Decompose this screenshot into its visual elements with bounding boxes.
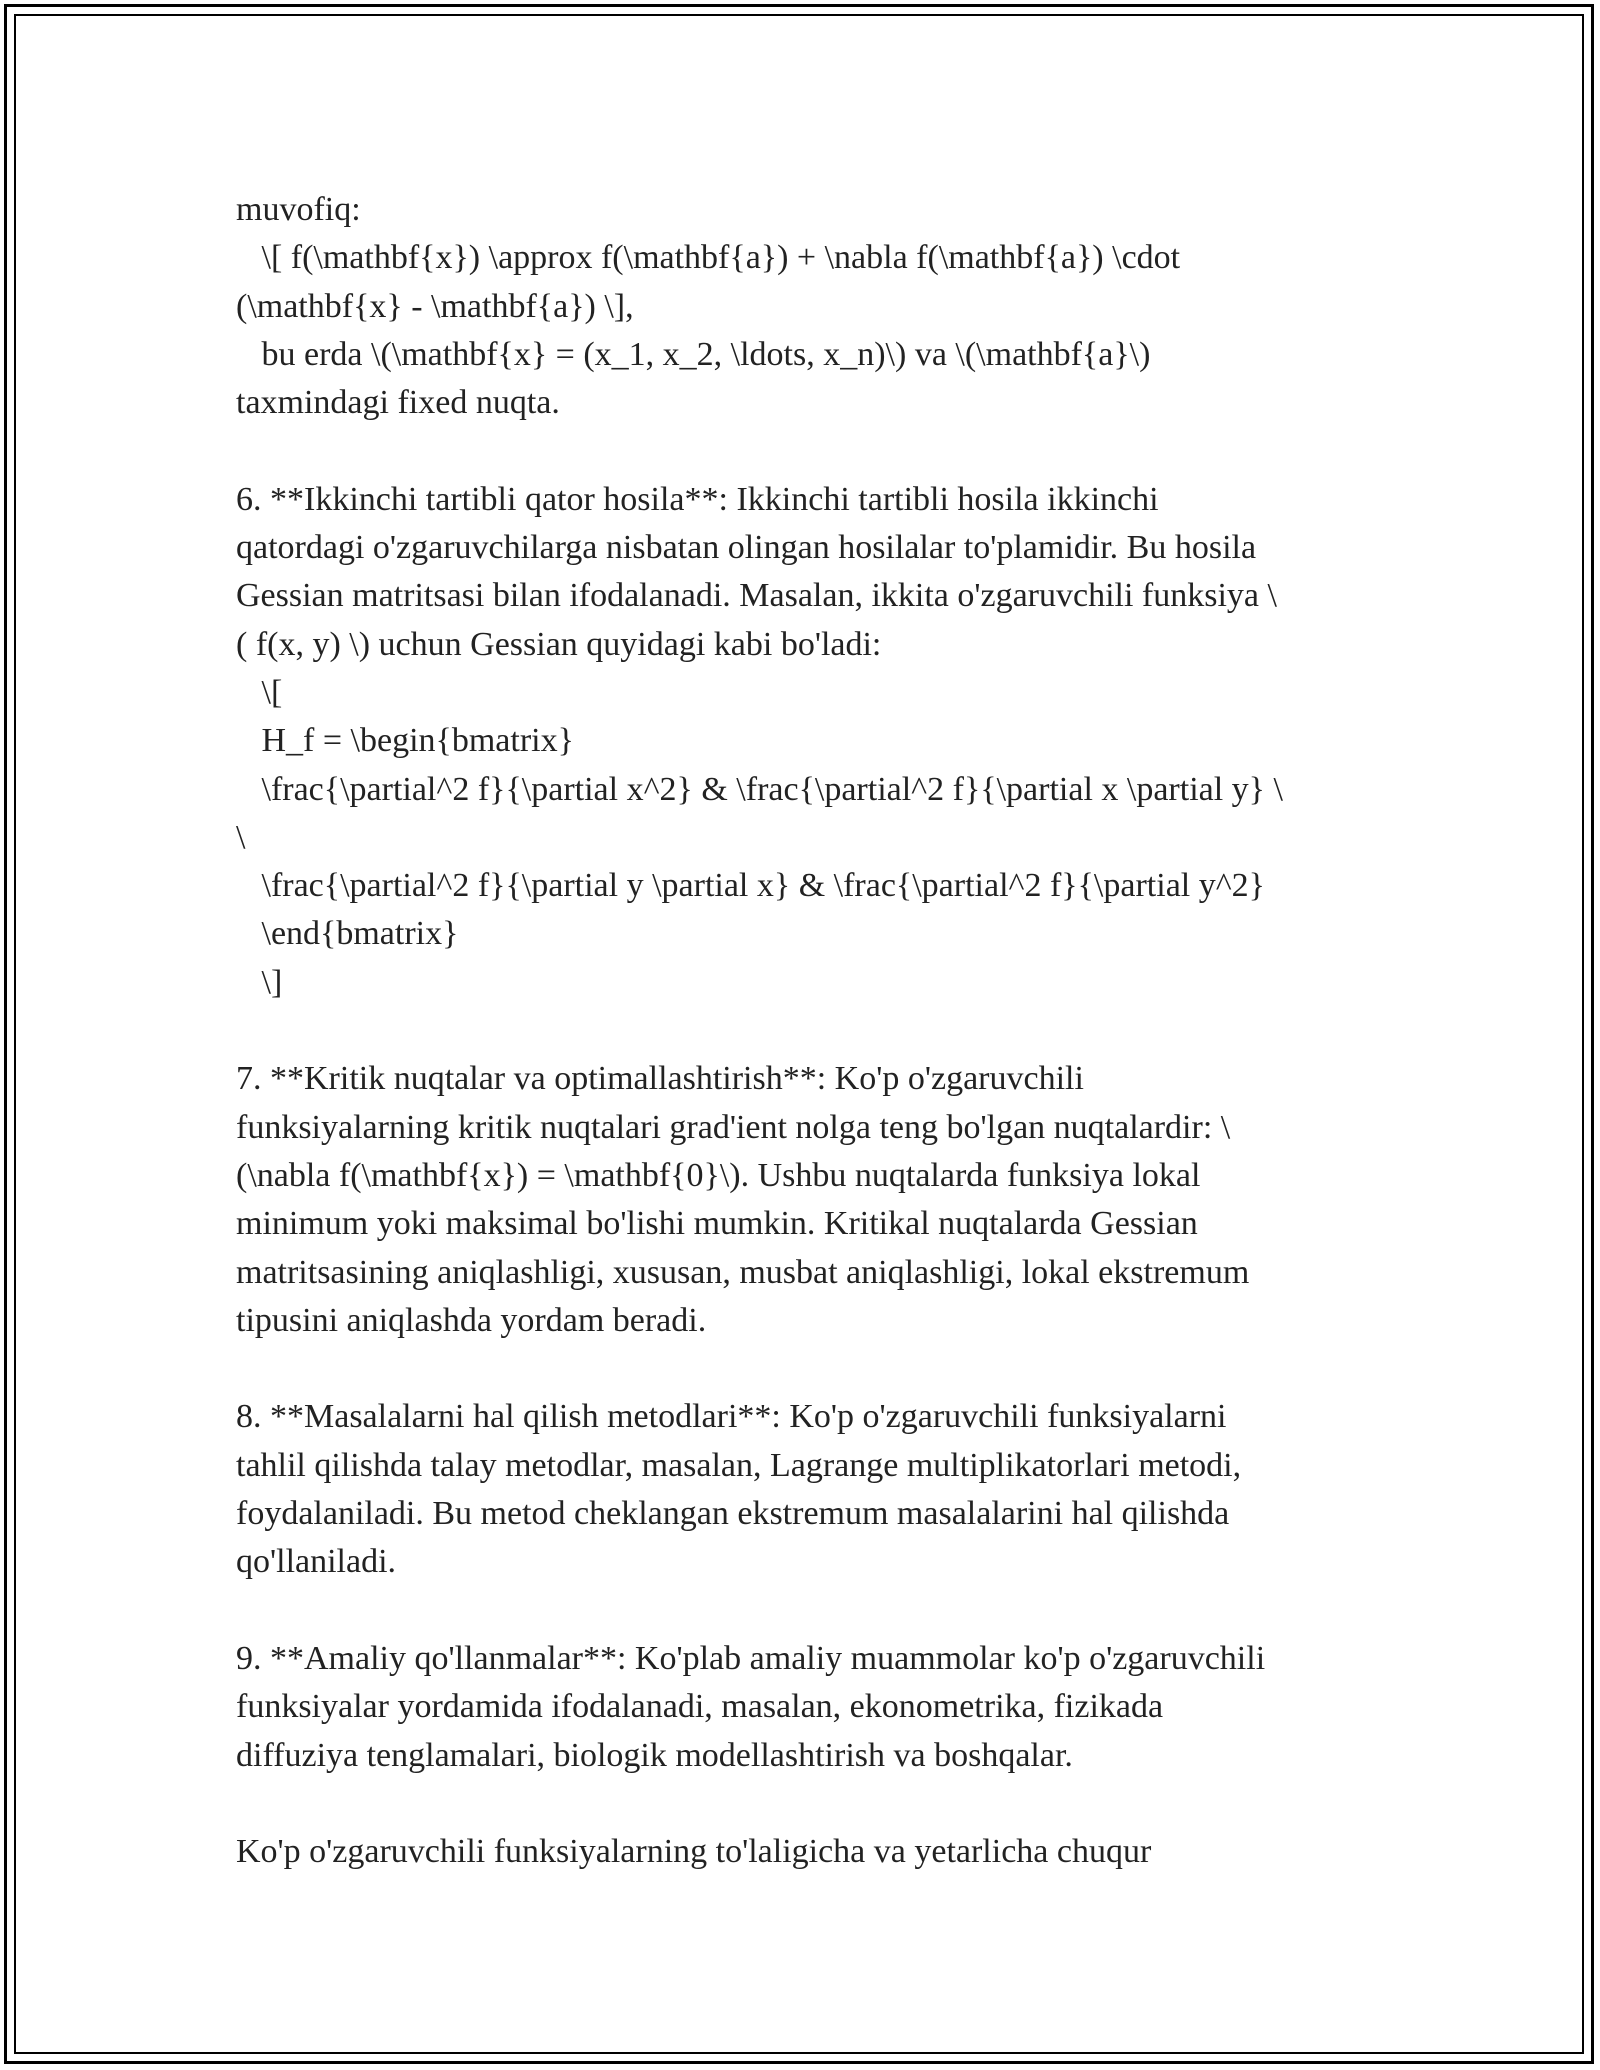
text-line: ( f(x, y) \) uchun Gessian quyidagi kabi bo'ladi: [236,625,882,663]
text-line: 7. **Kritik nuqtalar va optimallashtirish**: Ko'p o'zgaruvchili [236,1060,1084,1098]
text-line: \frac{\partial^2 f}{\partial y \partial x} & \frac{\partial^2 f}{\partial y^2} [236,867,1265,905]
text-line: \frac{\partial^2 f}{\partial x^2} & \frac{\partial^2 f}{\partial x \partial y} \ [236,770,1283,808]
text-line: tahlil qilishda talay metodlar, masalan, Lagrange multiplikatorlari metodi, [236,1446,1242,1484]
blank-line [236,427,1376,475]
text-line: foydalaniladi. Bu metod cheklangan ekstremum masalalarini hal qilishda [236,1495,1230,1533]
text-line: minimum yoki maksimal bo'lishi mumkin. Kritikal nuqtalarda Gessian [236,1205,1198,1243]
text-line: bu erda \(\mathbf{x} = (x_1, x_2, \ldots, x_n)\) va \(\mathbf{a}\) [236,335,1151,373]
text-line: (\nabla f(\mathbf{x}) = \mathbf{0}\). Ushbu nuqtalarda funksiya lokal [236,1156,1201,1194]
text-line: (\mathbf{x} - \mathbf{a}) \], [236,287,634,325]
text-line: 6. **Ikkinchi tartibli qator hosila**: Ikkinchi tartibli hosila ikkinchi [236,480,1159,518]
text-line: \[ f(\mathbf{x}) \approx f(\mathbf{a}) + \nabla f(\mathbf{a}) \cdot [236,239,1181,277]
text-line: Ko'p o'zgaruvchili funksiyalarning to'laligicha va yetarlicha chuqur [236,1833,1152,1871]
text-line: diffuziya tenglamalari, biologik modellashtirish va boshqalar. [236,1736,1073,1774]
blank-line [236,1007,1376,1055]
text-line: \[ [236,673,283,711]
text-line: matritsasining aniqlashligi, xususan, musbat aniqlashligi, lokal ekstremum [236,1253,1250,1291]
blank-line [236,1780,1376,1828]
text-line: \] [236,963,283,1001]
text-line: taxmindagi fixed nuqta. [236,384,560,422]
text-line: muvofiq: [236,191,361,228]
text-line: \end{bmatrix} [236,915,459,953]
text-line: H_f = \begin{bmatrix} [236,722,574,760]
text-line: funksiyalarning kritik nuqtalari grad'ient nolga teng bo'lgan nuqtalardir: \ [236,1108,1231,1146]
text-line: qatordagi o'zgaruvchilarga nisbatan olingan hosilalar to'plamidir. Bu hosila [236,529,1257,567]
blank-line [236,1345,1376,1393]
document-body [236,186,1376,1876]
text-line: Gessian matritsasi bilan ifodalanadi. Masalan, ikkita o'zgaruvchili funksiya \ [236,577,1277,615]
text-line: \ [236,818,246,856]
text-line: 8. **Masalalarni hal qilish metodlari**: Ko'p o'zgaruvchili funksiyalarni [236,1398,1227,1436]
text-line: qo'llaniladi. [236,1543,397,1581]
text-line: 9. **Amaliy qo'llanmalar**: Ko'plab amaliy muammolar ko'p o'zgaruvchili [236,1639,1266,1677]
text-line: funksiyalar yordamida ifodalanadi, masalan, ekonometrika, fizikada [236,1688,1164,1726]
text-line: tipusini aniqlashda yordam beradi. [236,1301,707,1339]
blank-line [236,1587,1376,1635]
